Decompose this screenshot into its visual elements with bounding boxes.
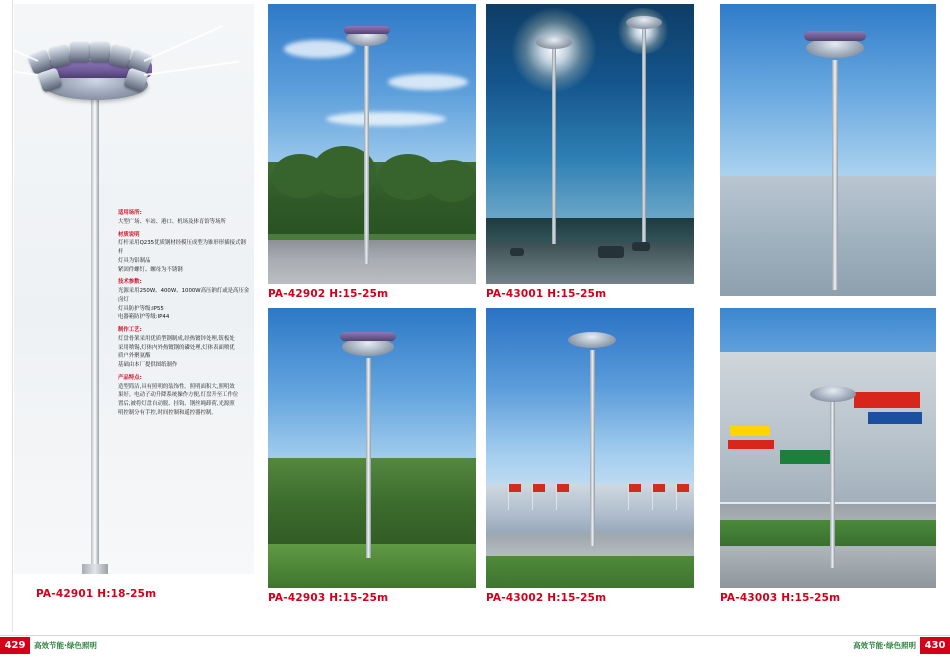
lamp-ring — [626, 16, 662, 29]
spec-line: 灯杆采用Q235优质钢材经模压成型为锥形形插接式钢杆 — [118, 240, 246, 255]
product-photo — [486, 308, 694, 588]
mast-pole — [832, 60, 838, 290]
spec-line: 灯盘骨架采用优质型钢制成,经热镀锌处理,钣板处 — [118, 335, 235, 342]
photo-cell-pa-42903 — [268, 308, 476, 608]
photo-caption: PA-43003 H:15-25m — [720, 592, 841, 604]
flag — [557, 484, 569, 492]
hero-product-panel — [14, 4, 254, 600]
photo-caption: PA-42902 H:15-25m — [268, 288, 389, 300]
spec-heading-process: 制作工艺: — [118, 327, 142, 333]
lamp-band — [804, 31, 866, 41]
footer-divider — [0, 635, 950, 636]
photo-cell-pa-42902 — [268, 4, 476, 304]
road — [268, 240, 476, 284]
footer-slogan-right: 高效节能·绿色照明 — [853, 641, 916, 650]
store-sign — [780, 450, 832, 464]
light-ray — [144, 25, 223, 62]
photo-cell-pa-43001 — [486, 4, 694, 304]
product-photo — [268, 4, 476, 284]
spec-line: 明控制分有手控,时间控制和遥控器控制。 — [118, 409, 217, 416]
spec-line: 置后,被将灯盘自动脱、挂钩、钢丝绳卸荷,光源照 — [118, 401, 235, 407]
spec-line: 果好。电动子动升降系统操作方便,灯盘升至工作位 — [118, 392, 239, 399]
mast-pole — [590, 350, 595, 546]
cloud — [284, 40, 354, 58]
mast-pole — [642, 26, 646, 244]
spec-heading-application: 适用场所: — [118, 210, 142, 216]
vehicle — [510, 248, 524, 256]
lamp-ring — [806, 38, 864, 58]
spec-line: 基础由本厂提供图纸制作 — [118, 362, 178, 368]
tree — [426, 160, 476, 202]
mast-pole — [366, 358, 371, 558]
cloud — [326, 112, 446, 126]
photo-cell-pa-43003-bottom — [720, 308, 936, 608]
spec-line: 灯具防护等级:IP55 — [118, 305, 164, 312]
city-skyline — [720, 176, 936, 296]
photo-caption: PA-43001 H:15-25m — [486, 288, 607, 300]
footer-slogan-left: 高效节能·绿色照明 — [34, 641, 97, 650]
spec-text-block — [118, 209, 250, 418]
flag — [677, 484, 689, 492]
photo-cell-pa-43003-top — [720, 4, 936, 304]
store-sign — [854, 392, 920, 408]
page-number-right: 430 — [920, 637, 950, 654]
vehicle — [632, 242, 650, 251]
lamp-unit — [48, 44, 72, 68]
store-sign — [868, 412, 922, 424]
lamp-band — [340, 332, 396, 341]
page-spine — [12, 0, 13, 632]
mast-pole — [552, 48, 556, 244]
lawn — [268, 544, 476, 588]
spec-line: 灯具为铝制品 — [118, 257, 151, 264]
flag — [509, 484, 521, 492]
mast-base — [82, 564, 108, 574]
spec-line: 质户外聚氨酯 — [118, 353, 151, 360]
page-footer — [0, 635, 950, 657]
product-photo — [268, 308, 476, 588]
product-photo — [486, 4, 694, 284]
product-photo — [720, 308, 936, 588]
spec-line: 造型简洁,具有照明的装饰性。照明面积大,照明效 — [118, 383, 235, 390]
spec-heading-features: 产品特点: — [118, 374, 142, 381]
flag — [653, 484, 665, 492]
vehicle — [598, 246, 624, 258]
hedge — [486, 556, 694, 588]
lamp-unit — [90, 42, 110, 62]
lamp-unit — [70, 42, 90, 62]
lamp-band — [344, 26, 390, 34]
spec-line: 采用喷锡,灯体内外热镀钢的磷处理,灯体表面喷优 — [118, 344, 235, 351]
light-ray — [144, 61, 239, 76]
spec-heading-material: 材质说明 — [118, 231, 140, 238]
spec-line: 紧固件螺钉、螺母为不锈钢 — [118, 266, 183, 273]
spec-heading-parameters: 技术参数: — [118, 279, 142, 286]
street — [720, 504, 936, 588]
store-sign — [730, 426, 770, 436]
tree-line — [268, 458, 476, 554]
photo-cell-pa-43002 — [486, 308, 694, 608]
product-photo — [720, 4, 936, 296]
photo-caption: PA-43002 H:15-25m — [486, 592, 607, 604]
lamp-ring — [536, 36, 572, 49]
spec-line: 电器箱防护等级:IP44 — [118, 314, 170, 321]
flag — [533, 484, 545, 492]
lamp-ring — [568, 332, 616, 348]
flag — [629, 484, 641, 492]
spec-line: 大型广场、车站、港口、机场及体育馆等场所 — [118, 218, 226, 225]
lamp-ring — [810, 386, 856, 402]
mast-pole — [364, 44, 369, 264]
spec-line: 光源采用250W、400W、1000W高压钠灯或是高压金卤灯 — [118, 288, 250, 303]
page-number-left: 429 — [0, 637, 30, 654]
photo-caption: PA-42903 H:15-25m — [268, 592, 389, 604]
mast-pole — [830, 400, 835, 568]
cloud — [388, 74, 468, 90]
median-planting — [720, 520, 936, 546]
store-sign — [728, 440, 774, 449]
mast-pole — [91, 96, 99, 574]
hero-caption: PA-42901 H:18-25m — [36, 588, 157, 600]
